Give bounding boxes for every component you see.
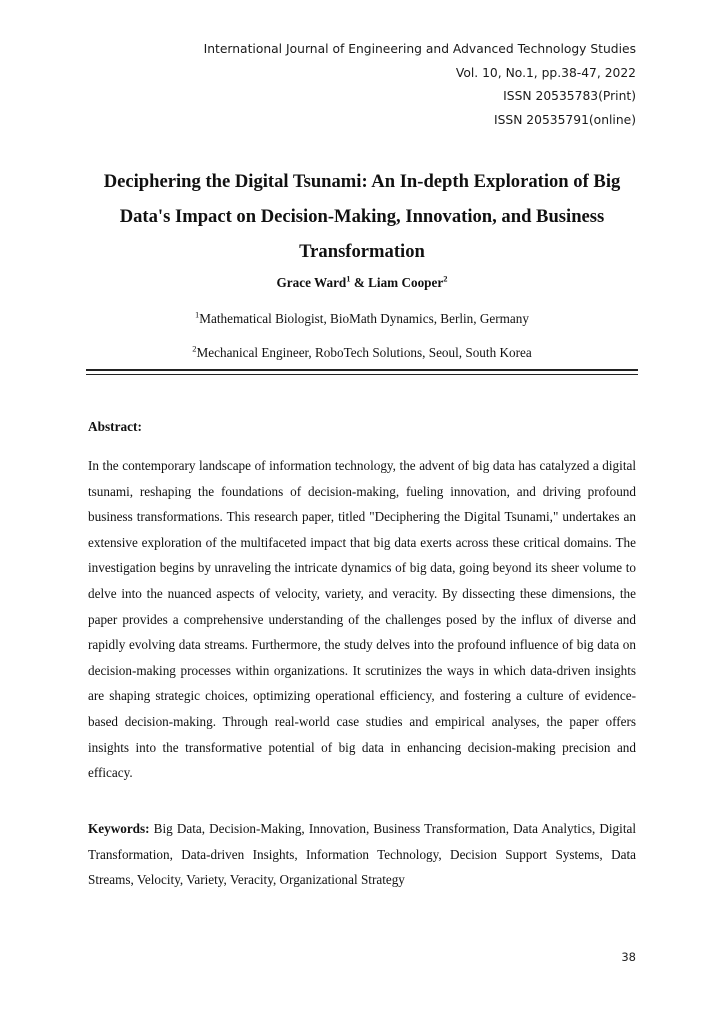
abstract-heading: Abstract: (88, 419, 142, 434)
affiliation (88, 311, 636, 327)
author-affiliation-mark: 1 (346, 273, 351, 284)
author-name: Liam Cooper (368, 275, 444, 290)
journal-name: International Journal of Engineering and Advanced Technology Studies (203, 42, 636, 56)
author-affiliation-mark: 2 (443, 273, 448, 284)
affiliation-text: Mechanical Engineer, RoboTech Solutions, Seoul, South Korea (196, 345, 532, 360)
authors (88, 275, 636, 291)
divider-thick (86, 369, 638, 371)
affiliation-text: Mathematical Biologist, BioMath Dynamics, Berlin, Germany (199, 311, 529, 326)
paper-title: Deciphering the Digital Tsunami: An In-depth Exploration of Big Data's Impact on Decision-Making, Innovation, and Business Transformation (103, 171, 621, 262)
author-separator: & (350, 275, 369, 290)
issn-online: ISSN 20535791(online) (493, 112, 636, 127)
keywords (88, 816, 636, 893)
affiliation-mark: 1 (195, 309, 200, 320)
journal-volume: Vol. 10, No.1, pp.38-47, 2022 (455, 65, 636, 80)
author-name: Grace Ward (276, 275, 347, 290)
divider-thin (86, 374, 638, 375)
journal-header (204, 38, 636, 132)
keywords-label: Keywords: (88, 821, 150, 836)
affiliation-mark: 2 (192, 343, 197, 354)
keywords-text: Big Data, Decision-Making, Innovation, Business Transformation, Data Analytics, Digital Transformation, Data-driven Insights, Information Technology, Decision Support Systems, Data Streams, Velocity, Variety, Veracity, Organizational Strategy (88, 821, 636, 888)
affiliation (88, 345, 636, 361)
issn-print: ISSN 20535783(Print) (503, 89, 636, 103)
abstract-body: In the contemporary landscape of information technology, the advent of big data has catalyzed a digital tsunami, reshaping the foundations of decision-making, fueling innovation, and driving profound business transformations. This research paper, titled "Deciphering the Digital Tsunami," undertakes an extensive exploration of the multifaceted impact that big data exerts across these critical domains. The investigation begins by unraveling the intricate dynamics of big data, going beyond its sheer volume to delve into the nuanced aspects of velocity, variety, and veracity. By dissecting these dimensions, the paper provides a comprehensive understanding of the challenges posed by the influx of diverse and rapidly evolving data streams. Furthermore, the study delves into the profound influence of big data on decision-making processes within organizations. It scrutinizes the ways in which data-driven insights are shaping strategic choices, optimizing operational efficiency, and fostering a culture of evidence-based decision-making. Through real-world case studies and empirical analyses, the paper offers insights into the transformative potential of big data in enhancing decision-making precision and efficacy. (88, 458, 636, 781)
page-number: 38 (621, 950, 636, 964)
